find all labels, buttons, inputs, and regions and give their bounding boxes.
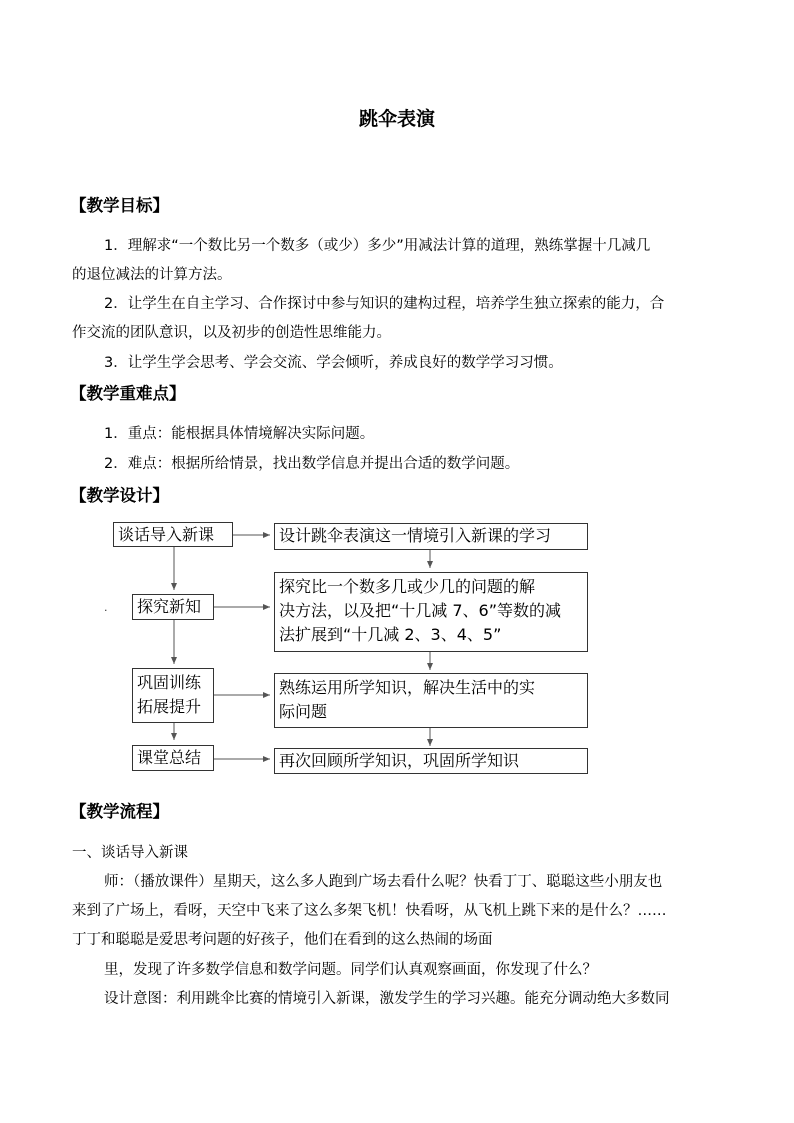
process-line-1: 师：（播放课件）星期天，这么多人跑到广场去看什么呢？快看丁丁、聪聪这些小朋友也	[104, 874, 663, 890]
process-heading: 【教学流程】	[70, 802, 169, 821]
flow-box-intro-text: 谈话导入新课	[118, 525, 215, 544]
goals-line-3: 2．让学生在自主学习、合作探讨中参与知识的建构过程，培养学生独立探索的能力，合	[104, 296, 665, 312]
flow-detail-intro	[274, 523, 588, 550]
flow-box-practice	[132, 668, 214, 723]
flow-box-explore	[132, 594, 214, 620]
page-title: 跳伞表演	[358, 108, 435, 130]
goals-line-4: 作交流的团队意识，以及初步的创造性思维能力。	[72, 325, 391, 341]
flow-box-explore-text: 探究新知	[137, 597, 202, 616]
flow-detail-intro-text: 设计跳伞表演这一情境引入新课的学习	[279, 526, 552, 545]
process-line-5: 设计意图：利用跳伞比赛的情境引入新课，激发学生的学习兴趣。能充分调动绝大多数同	[104, 991, 670, 1007]
goals-line-5: 3．让学生学会思考、学会交流、学会倾听，养成良好的数学学习习惯。	[104, 355, 563, 371]
flow-box-summary	[132, 745, 214, 771]
stray-mark: ·	[104, 604, 108, 617]
goals-heading: 【教学目标】	[70, 196, 169, 215]
goals-line-2: 的退位减法的计算方法。	[72, 267, 232, 283]
key-points-heading: 【教学重难点】	[70, 384, 186, 403]
flow-detail-explore-line-1: 探究比一个数多几或少几的问题的解	[279, 577, 536, 596]
process-section-1: 一、谈话导入新课	[72, 845, 188, 861]
key-point-2: 2．难点：根据所给情景，找出数学信息并提出合适的数学问题。	[104, 456, 520, 472]
design-heading: 【教学设计】	[70, 486, 169, 505]
key-point-1: 1．重点：能根据具体情境解决实际问题。	[104, 426, 375, 442]
flow-detail-explore	[274, 572, 588, 652]
flow-detail-explore-line-2: 决方法，以及把“十几减 7、6”等数的减	[279, 601, 562, 620]
goals-line-1: 1．理解求“一个数比另一个数多（或少）多少”用减法计算的道理，熟练掌握十几减几	[104, 238, 651, 254]
flow-box-practice-line-2: 拓展提升	[137, 697, 202, 716]
flow-detail-summary-text: 再次回顾所学知识，巩固所学知识	[279, 751, 520, 770]
flow-box-summary-text: 课堂总结	[137, 748, 202, 767]
flow-detail-practice-line-1: 熟练运用所学知识，解决生活中的实	[279, 678, 536, 697]
flow-box-practice-line-1: 巩固训练	[137, 673, 202, 692]
process-line-4: 里，发现了许多数学信息和数学问题。同学们认真观察画面，你发现了什么？	[104, 962, 597, 978]
process-line-2: 来到了广场上，看呀，天空中飞来了这么多架飞机！快看呀，从飞机上跳下来的是什么？……	[72, 903, 667, 919]
process-line-3: 丁丁和聪聪是爱思考问题的好孩子，他们在看到的这么热闹的场面	[72, 932, 493, 948]
flow-detail-practice	[274, 673, 588, 728]
flow-detail-explore-line-3: 法扩展到“十几减 2、3、4、5”	[279, 625, 502, 644]
flow-detail-summary	[274, 748, 588, 774]
flow-detail-practice-line-2: 际问题	[279, 702, 328, 721]
flow-box-intro	[113, 522, 233, 547]
